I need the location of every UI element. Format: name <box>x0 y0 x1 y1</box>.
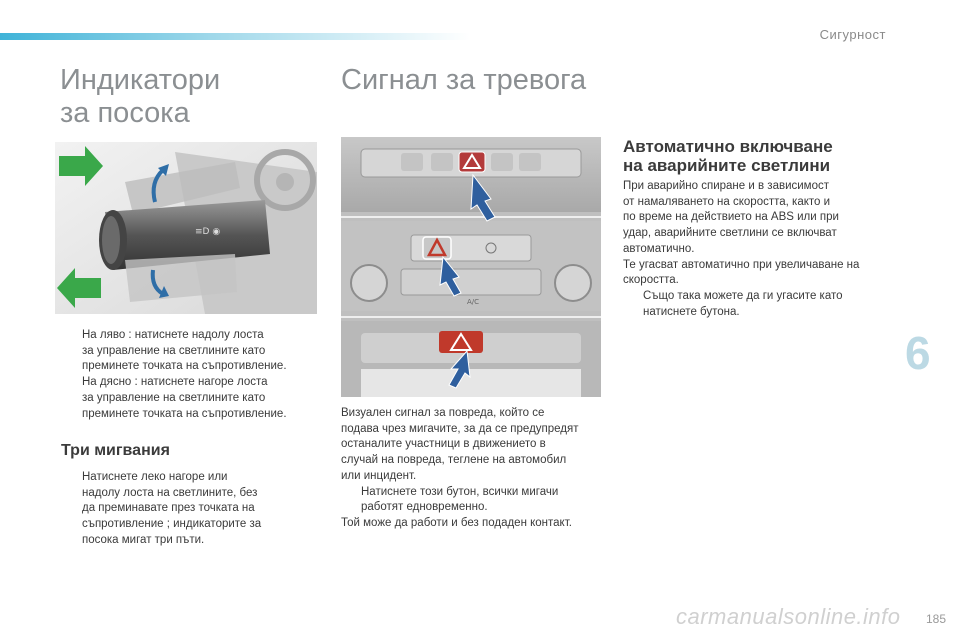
left-bullet-1-line2: за управление на светлините като <box>82 344 266 357</box>
middle-title: Сигнал за тревога <box>341 64 587 96</box>
middle-bullet <box>341 485 611 516</box>
right-text <box>623 179 893 320</box>
middle-para-line5: или инцидент. <box>341 469 417 482</box>
middle-bullet-line2: работят едновременно. <box>361 501 488 514</box>
ac-label: A/C <box>467 298 480 306</box>
left-bullet-2-line2: за управление на светлините като <box>82 391 266 404</box>
middle-text <box>341 406 611 532</box>
section-label: Сигурност <box>819 27 886 42</box>
right-bullet-line1: Също така можете да ги угасите като <box>643 289 843 302</box>
right-para-line2: от намаляването на скоростта, както и <box>623 195 831 208</box>
header-accent-bar <box>0 33 470 40</box>
left-sub-line5: посока мигат три пъти. <box>82 533 205 546</box>
right-heading-line2: на аварийните светлини <box>623 156 831 175</box>
middle-para-line2: подава чрез мигачите, за да се предупредят <box>341 422 579 435</box>
left-title-line1: Индикатори <box>60 64 221 96</box>
left-bullet-1-line3: преминете точката на съпротивление. <box>82 360 287 373</box>
left-bullets <box>62 328 330 422</box>
left-sub-line3: да преминавате през точката на <box>82 502 255 515</box>
right-para-line5: автоматично. <box>623 242 695 255</box>
right-bullet <box>623 289 893 320</box>
left-bullet-2 <box>62 375 330 422</box>
left-subheading: Три мигвания <box>61 442 170 459</box>
right-para-line1: При аварийно спиране и в зависимост <box>623 180 829 192</box>
middle-para-line3: останалите участници в движението в <box>341 438 546 451</box>
watermark: carmanualsonline.info <box>676 604 901 629</box>
left-title-line2: за посока <box>60 97 190 129</box>
right-para-line3: по време на действието на ABS или при <box>623 211 839 224</box>
page-number: 185 <box>925 612 946 626</box>
stalk-illustration <box>55 142 317 314</box>
right-heading <box>623 137 833 175</box>
right-para-line4: удар, аварийните светлини се включват <box>623 227 837 240</box>
left-sub-line4: съпротивление ; индикаторите за <box>82 518 262 531</box>
left-bullet-2-line3: преминете точката на съпротивление. <box>82 407 287 420</box>
left-sub-bullet <box>62 470 330 549</box>
right-para-line6: Те угасват автоматично при увеличаване на <box>623 258 860 271</box>
left-bullet-1 <box>62 328 330 375</box>
right-heading-line1: Автоматично включване <box>623 137 833 156</box>
right-bullet-line2: натиснете бутона. <box>643 305 740 318</box>
svg-text:≡D ◉: ≡D ◉ <box>195 227 221 237</box>
left-sub-line1: Натиснете леко нагоре или <box>82 471 228 483</box>
left-bullet-2-line1: На дясно : натиснете нагоре лоста <box>82 376 268 389</box>
middle-bullet-line1: Натиснете този бутон, всички мигачи <box>361 485 559 498</box>
left-bullet-1-line1: На ляво : натиснете надолу лоста <box>82 329 264 341</box>
hazard-button-illustration <box>341 137 601 397</box>
middle-para-line1: Визуален сигнал за повреда, който се <box>341 407 545 419</box>
middle-para-line4: случай на повреда, теглене на автомобил <box>341 454 567 467</box>
left-title <box>60 64 220 130</box>
chapter-number: 6 <box>905 327 931 379</box>
middle-closing: Той може да работи и без подаден контакт. <box>341 516 572 529</box>
left-sub-line2: надолу лоста на светлините, без <box>82 486 258 499</box>
right-para-line7: скоростта. <box>623 274 679 287</box>
